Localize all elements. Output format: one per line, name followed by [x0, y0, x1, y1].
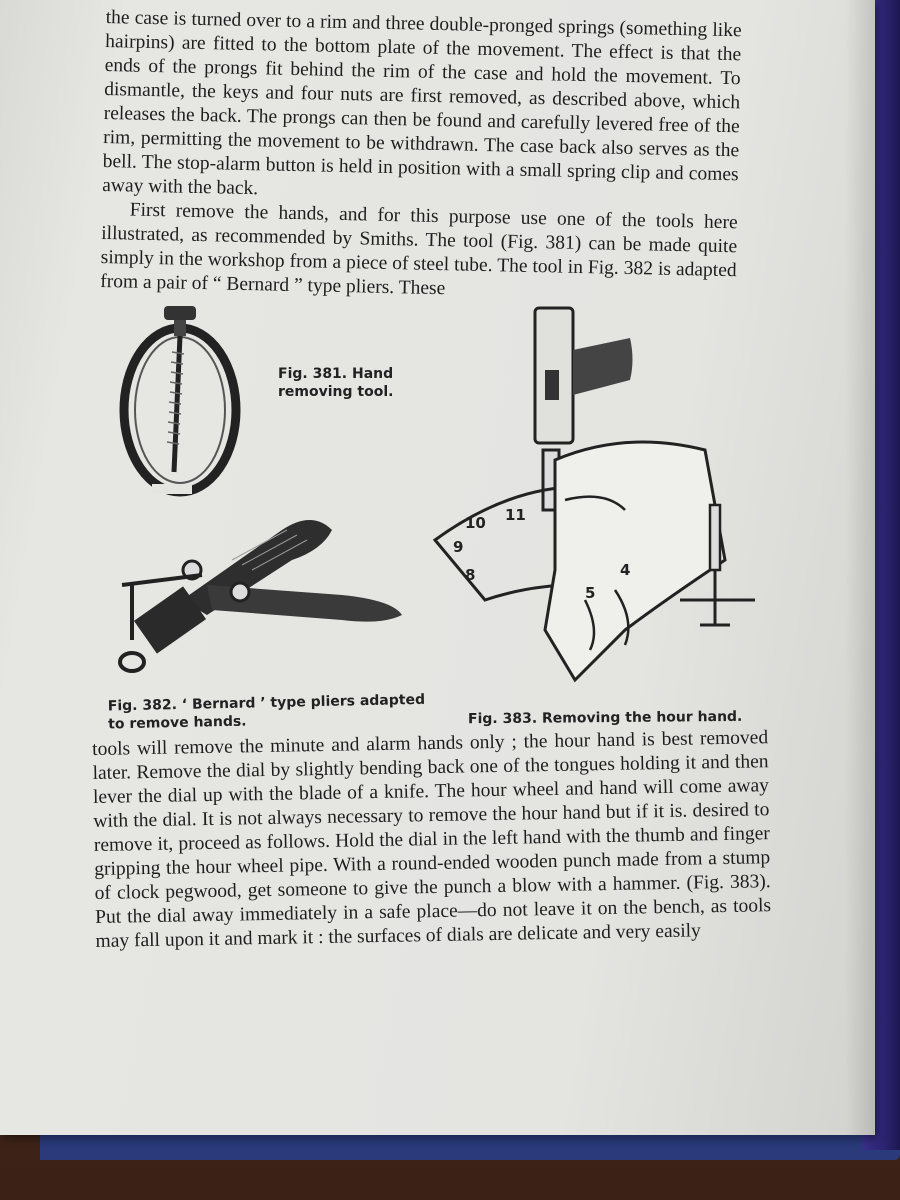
dial-numeral-9: 9 — [453, 538, 464, 556]
dial-numeral-11: 11 — [505, 506, 526, 524]
dial-numeral-5: 5 — [585, 584, 596, 602]
fig381-caption: Fig. 381. Hand removing tool. — [278, 366, 394, 400]
bottom-text-block — [92, 726, 772, 954]
dial-numeral-8: 8 — [465, 566, 476, 584]
fig382-pliers-illustration — [112, 490, 412, 680]
fig383-hammer-dial-illustration — [425, 300, 765, 700]
dial-numeral-4: 4 — [620, 561, 631, 579]
paragraph-2: First remove the hands, and for this purpose use one of the tools here illustrated, as recommended by Smiths. The tool (Fig. 381) can be made quite simply in the workshop from a piece of steel tube. The tool in Fig. 382 is adapted from a pair of “ Bernard ” type pliers. These — [100, 199, 738, 300]
fig381-ring-tool-illustration — [112, 292, 252, 502]
fig383-caption: Fig. 383. Removing the hour hand. — [467, 708, 743, 728]
paragraph-1: the case is turned over to a rim and three double-pronged springs (something like hairpins) are fitted to the bottom plate of the movement. The effect is that the ends of the prongs fit behind the rim of the case and hold the movement. To dismantle, the keys and four nuts are first removed, as described above, which releases the back. The prongs can then be found and carefully levered free of the rim, permitting the movement to be withdrawn. The case back also serves as the bell. The stop-alarm button is held in position with a small spring clip and comes away with the back. — [102, 6, 742, 200]
fig382-caption: Fig. 382. ‘ Bernard ’ type pliers adapted to remove hands. — [107, 691, 426, 733]
dial-numeral-10: 10 — [465, 514, 486, 532]
top-text-block — [100, 6, 742, 307]
paragraph-3: tools will remove the minute and alarm hands only ; the hour hand is best removed later. Remove the dial by slightly bending back one of the tongues holding it and then lever the dial up with the blade of a knife. The hour wheel and hand will come away with the dial. It is not always necessary to remove the hour hand but if it is. desired to remove it, proceed as follows. Hold the dial in the left hand with the thumb and finger gripping the hour wheel pipe. With a round-ended wooden punch made from a stump of clock pegwood, get someone to give the punch a blow with a hammer. (Fig. 383). Put the dial away immediately in a safe place—do not leave it on the bench, as tools may fall upon it and mark it : the surfaces of dials are delicate and very easily — [92, 727, 772, 952]
